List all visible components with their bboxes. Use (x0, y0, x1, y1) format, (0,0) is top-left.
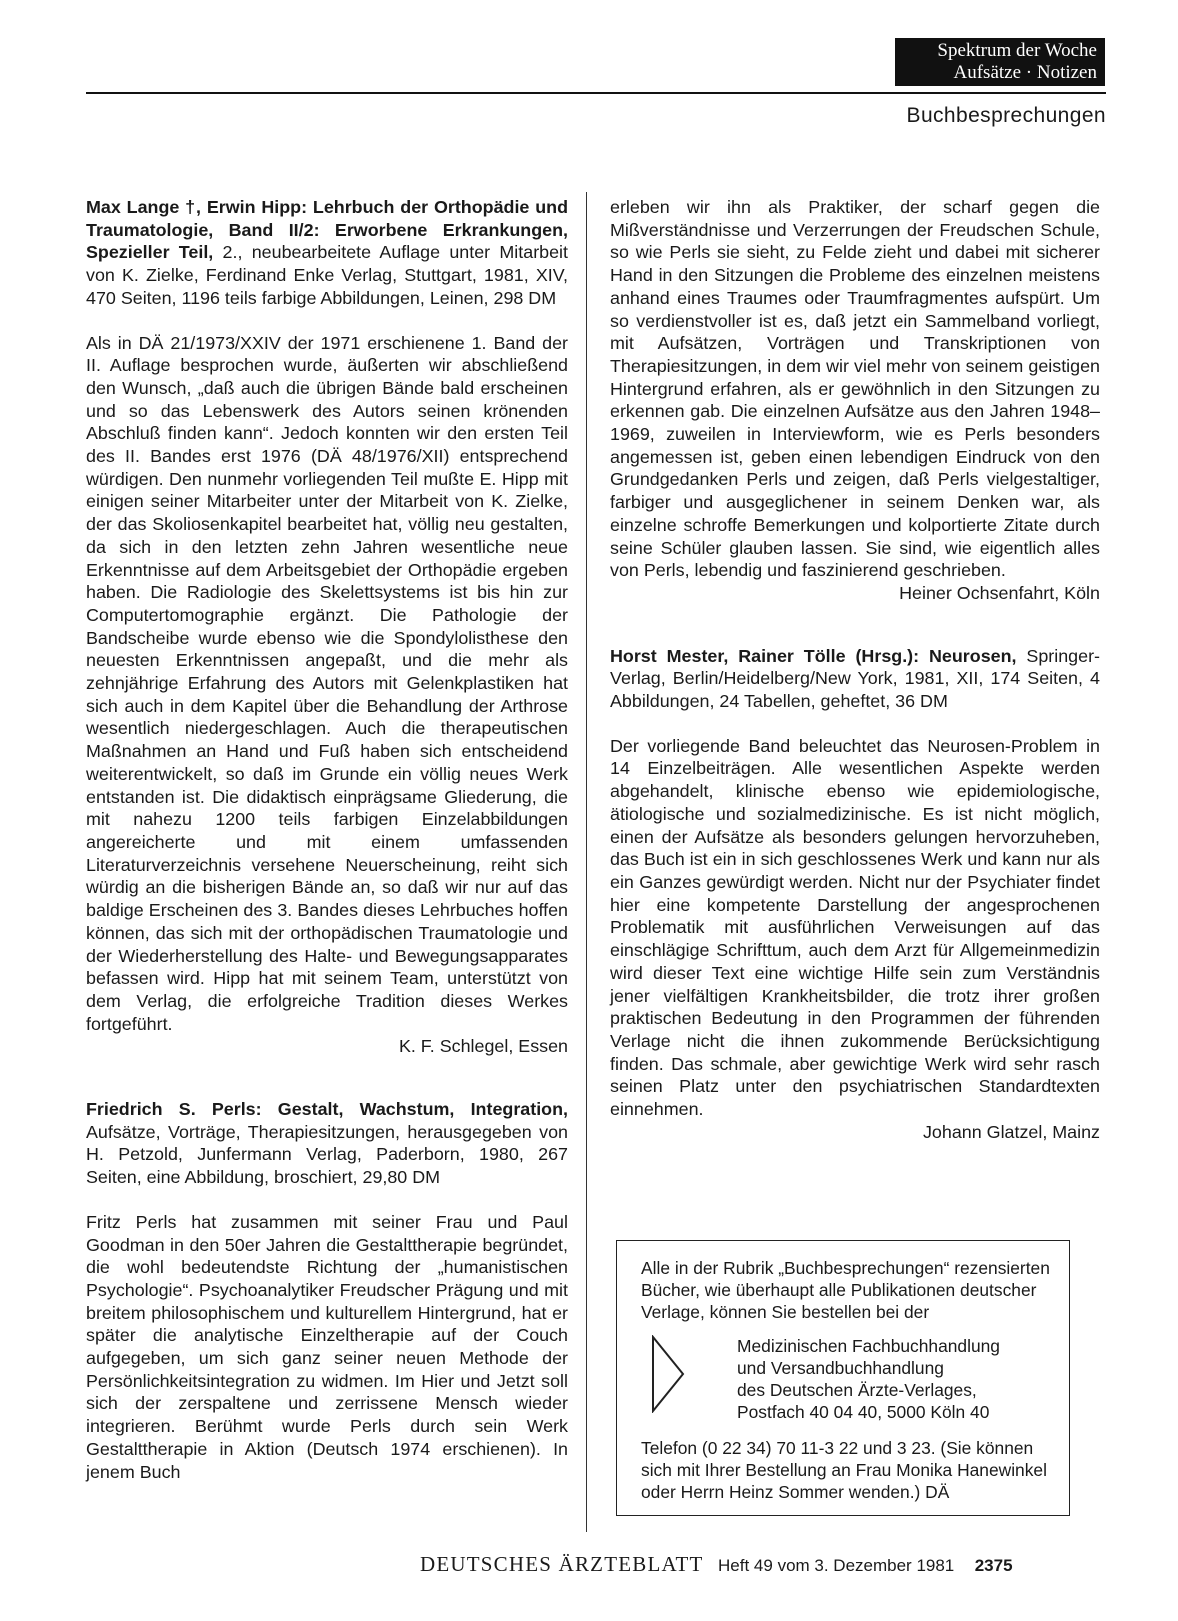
page-number: 2375 (974, 1556, 1013, 1575)
address-line-3: des Deutschen Ärzte-Verlages, (737, 1380, 977, 1400)
order-contact-info: Telefon (0 22 34) 70 11-3 22 und 3 23. (Sie können sich mit Ihrer Bestellung an Frau Monika Hanewinkel oder Herrn Heinz Sommer wenden.) DÄ (641, 1438, 1047, 1502)
address-line-2: und Versandbuchhandlung (737, 1358, 944, 1378)
left-column (86, 196, 568, 1483)
review-1-publication-info: 2., neubearbeitete Auflage unter Mitarbeit von K. Zielke, Ferdinand Enke Verlag, Stuttgart, 1981, XIV, 470 Seiten, 1196 teils farbige Abbildungen, Leinen, 298 DM (86, 242, 569, 308)
review-1-citation (86, 196, 568, 310)
review-1-body: Als in DÄ 21/1973/XXIV der 1971 erschienene 1. Band der II. Auflage besprochen wurde, äußerten wir abschließend den Wunsch, „daß auch die übrigen Bände bald erscheinen und so das Lebenswerk des Autors seinen krönenden Abschluß finden kann“. Jedoch konnten wir den ersten Teil des II. Bandes erst 1976 (DÄ 48/1976/XII) entsprechend würdigen. Den nunmehr vorliegenden Teil mußte E. Hipp mit einigen seiner Mitarbeiter unter der Mitarbeit von K. Zielke, der das Skoliosenkapitel bearbeitet hat, völlig neu gestalten, da sich in den letzten zehn Jahren wesentliche neue Erkenntnisse auf dem Arbeitsgebiet der Orthopädie ergeben haben. Die Radiologie des Skelettsystems ist bis hin zur Computertomographie ergänzt. Die Pathologie der Bandscheibe wurde ebenso wie die Spondylolisthese den neuesten Erkenntnissen angepaßt, und die mehr als zehnjährige Erfahrung des Autors mit Gelenkplastiken hat sich auch in dem Kapitel über die Behandlung der Arthrose wesentlich niedergeschlagen. Auch die therapeutischen Maßnahmen an Hand und Fuß haben sich entscheidend weiterentwickelt, so daß im Grunde ein völlig neues Werk entstanden ist. Die didaktisch einprägsame Gliederung, die mit nahezu 1200 teils farbigen Einzelabbildungen angereicherte und mit einem umfassenden Literaturverzeichnis versehene Neuerscheinung, reiht sich würdig an die bisherigen Bände an, so daß wir nur auf das baldige Erscheinen des 3. Bandes dieses Lehrbuches hoffen können, das sich mit der orthopädischen Traumatologie und der Wiederherstellung des Halte- und Bewegungsapparates befassen wird. Hipp hat mit seinem Team, unterstützt von dem Verlag, die erfolgreiche Tradition dieses Werkes fortgeführt. (86, 332, 568, 1034)
issue-info: Heft 49 vom 3. Dezember 1981 (718, 1556, 955, 1575)
review-2-citation (86, 1098, 568, 1189)
review-3-title: Horst Mester, Rainer Tölle (Hrsg.): Neurosen, (610, 645, 1017, 666)
badge-line-1: Spektrum der Woche (937, 40, 1097, 61)
order-info-box (616, 1240, 1070, 1516)
review-3-publication-info: Springer-Verlag, Berlin/Heidelberg/New York, 1981, XII, 174 Seiten, 4 Abbildungen, 24 Tabellen, geheftet, 36 DM (610, 645, 1100, 712)
review-1-signature: K. F. Schlegel, Essen (398, 1036, 568, 1057)
right-column (610, 196, 1100, 1143)
order-info-intro: Alle in der Rubrik „Buchbesprechungen“ rezensierten Bücher, wie überhaupt alle Publikationen deutscher Verlage, können Sie bestellen bei der (641, 1258, 1050, 1322)
review-2-signature: Heiner Ochsenfahrt, Köln (899, 582, 1100, 603)
review-3-signature: Johann Glatzel, Mainz (922, 1121, 1100, 1142)
header-rule (86, 92, 1106, 94)
triangle-arrow-icon (651, 1335, 685, 1418)
column-divider (586, 192, 587, 1532)
review-2-body-left: Fritz Perls hat zusammen mit seiner Frau und Paul Goodman in den 50er Jahren die Gestalttherapie begründet, die wohl bedeutendste Richtung der „humanistischen Psychologie“. Psychoanalytiker Freudscher Prägung und mit breitem philosophischem und kulturellem Hintergrund, hat er später die analytische Einzeltherapie auf der Couch aufgegeben, um sich ganz seiner neuen Methode der Persönlichkeitsintegration zu widmen. Im Hier und Jetzt soll sich der zerspaltene und zerrissene Mensch wieder integrieren. Berühmt wurde Perls durch sein Werk Gestalttherapie in Aktion (Deutsch 1974 erschienen). In jenem Buch (86, 1211, 568, 1482)
address-line-4: Postfach 40 04 40, 5000 Köln 40 (737, 1402, 990, 1422)
review-2-publication-info: Aufsätze, Vorträge, Therapiesitzungen, herausgegeben von H. Petzold, Junfermann Verlag, Paderborn, 1980, 267 Seiten, eine Abbildung, broschiert, 29,80 DM (86, 1121, 568, 1188)
journal-name: DEUTSCHES ÄRZTEBLATT (420, 1552, 704, 1576)
page-footer (420, 1552, 1110, 1582)
review-1-title: Max Lange †, Erwin Hipp: Lehrbuch der Orthopädie und Traumatologie, Band II/2: Erworbene Erkrankungen, Spezieller Teil, (86, 197, 568, 263)
section-badge (895, 38, 1105, 86)
bookshop-address (641, 1335, 1051, 1423)
badge-line-2: Aufsätze · Notizen (953, 62, 1097, 83)
address-line-1: Medizinischen Fachbuchhandlung (737, 1336, 1000, 1356)
review-3-citation (610, 645, 1100, 713)
review-2-title: Friedrich S. Perls: Gestalt, Wachstum, Integration, (86, 1099, 568, 1120)
review-2-body-right: erleben wir ihn als Praktiker, der scharf gegen die Mißverständnisse und Verzerrungen der Freudschen Schule, so wie Perls sie sieht, zu Felde zieht und dabei mit sicherer Hand in den Sitzungen die Probleme des einzelnen meistens anhand eines Traumes oder Traumfragmentes aufspürt. Um so verdienstvoller ist es, daß jetzt ein Sammelband vorliegt, mit Aufsätzen, Vorträgen und Transkriptionen von Therapiesitzungen, in dem wir viel mehr von seinem geistigen Hintergrund erfahren, als er gewöhnlich in den Sitzungen zu erkennen gab. Die einzelnen Aufsätze aus den Jahren 1948–1969, zuweilen in Interviewform, wie es Perls besonders angemessen ist, geben einen lebendigen Eindruck von den Grundgedanken Perls und zeigen, daß Perls vielgestaltiger, farbiger und ausgeglichener in seinem Denken war, als einzelne schroffe Bemerkungen und kolportierte Zitate durch seine Schüler glauben lassen. Sie sind, wie eigentlich alles von Perls, lebendig und faszinierend geschrieben. (610, 197, 1100, 581)
section-title: Buchbesprechungen (906, 104, 1106, 127)
review-3-body: Der vorliegende Band beleuchtet das Neurosen-Problem in 14 Einzelbeiträgen. Alle wesentlichen Aspekte werden abgehandelt, klinische ebenso wie epidemiologische, ätiologische und sozialmedizinische. Es ist nicht möglich, einen der Aufsätze als besonders gelungen hervorzuheben, das Buch ist ein in sich geschlossenes Werk und kann nur als ein Ganzes gewürdigt werden. Nicht nur der Psychiater findet hier eine kompetente Darstellung der angesprochenen Problematik mit ausführlichen Verweisungen auf das einschlägige Schrifttum, auch dem Arzt für Allgemeinmedizin wird dieser Text eine wichtige Hilfe sein zum Verständnis jener vielfältigen Krankheitsbilder, die trotz ihrer großen praktischen Bedeutung in den Programmen der führenden Verlage nicht die ihnen zukommende Berücksichtigung finden. Das schmale, aber gewichtige Werk wird sehr rasch seinen Platz unter den psychiatrischen Standardtexten einnehmen. (610, 735, 1100, 1120)
